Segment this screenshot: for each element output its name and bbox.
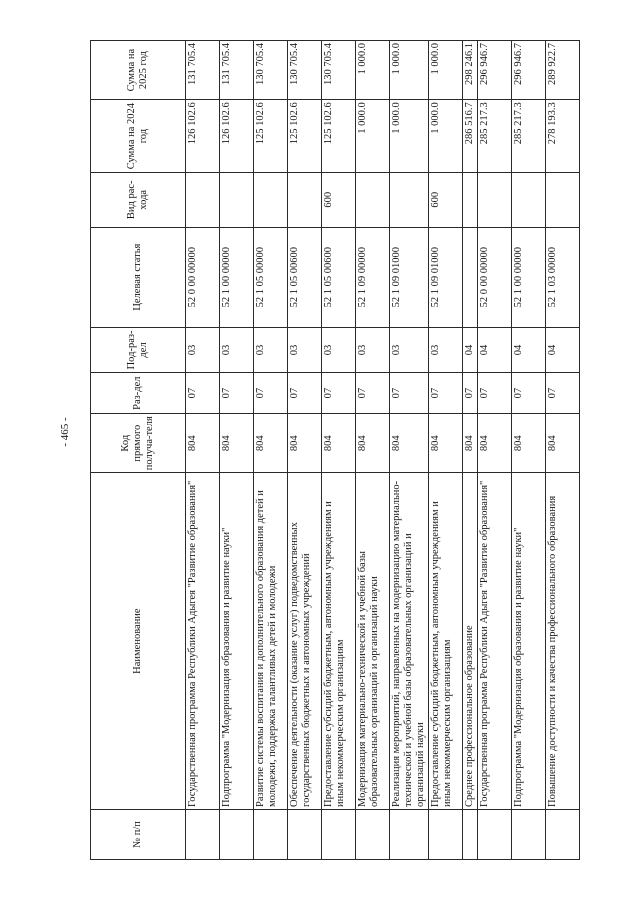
cell-code: 804 — [254, 414, 288, 473]
cell-razdel: 07 — [512, 373, 546, 414]
cell-sum2024: 1 000.0 — [429, 100, 463, 173]
cell-razdel: 07 — [322, 373, 356, 414]
cell-code: 804 — [463, 414, 478, 473]
cell-target: 52 0 00 00000 — [478, 227, 512, 327]
header-target: Целевая статья — [91, 227, 186, 327]
cell-sum2024: 278 193.3 — [546, 100, 580, 173]
cell-vid — [288, 173, 322, 228]
cell-sum2024: 125 102.6 — [254, 100, 288, 173]
header-vid: Вид рас-хода — [91, 173, 186, 228]
table-row — [463, 41, 478, 860]
cell-target — [463, 227, 478, 327]
cell-podrazdel: 04 — [546, 327, 580, 373]
cell-name: Государственная программа Республики Адыгея "Развитие образования" — [186, 473, 220, 810]
cell-sum2025: 1 000.0 — [390, 41, 429, 100]
cell-vid — [186, 173, 220, 228]
table-row — [512, 41, 546, 860]
table-row — [186, 41, 220, 860]
cell-razdel: 07 — [254, 373, 288, 414]
header-code: Код прямого получа-теля — [91, 414, 186, 473]
cell-razdel: 07 — [463, 373, 478, 414]
cell-vid — [220, 173, 254, 228]
cell-razdel: 07 — [356, 373, 390, 414]
cell-sum2024: 286 516.7 — [463, 100, 478, 173]
cell-target: 52 1 09 01000 — [429, 227, 463, 327]
table-row — [546, 41, 580, 860]
cell-vid — [478, 173, 512, 228]
cell-podrazdel: 03 — [288, 327, 322, 373]
cell-razdel: 07 — [288, 373, 322, 414]
cell-num — [186, 809, 220, 859]
cell-sum2025: 296 946.7 — [512, 41, 546, 100]
cell-num — [478, 809, 512, 859]
cell-podrazdel: 04 — [478, 327, 512, 373]
table-row — [429, 41, 463, 860]
cell-num — [288, 809, 322, 859]
cell-num — [546, 809, 580, 859]
cell-podrazdel: 04 — [512, 327, 546, 373]
cell-podrazdel: 03 — [220, 327, 254, 373]
table-row — [356, 41, 390, 860]
cell-target: 52 1 03 00000 — [546, 227, 580, 327]
table-header-row — [91, 41, 186, 860]
cell-sum2025: 130 705.4 — [288, 41, 322, 100]
cell-podrazdel: 03 — [390, 327, 429, 373]
header-razdel: Раз-дел — [91, 373, 186, 414]
cell-podrazdel: 03 — [254, 327, 288, 373]
cell-num — [390, 809, 429, 859]
header-sum2024: Сумма на 2024 год — [91, 100, 186, 173]
cell-podrazdel: 04 — [463, 327, 478, 373]
cell-target: 52 1 05 00000 — [254, 227, 288, 327]
cell-razdel: 07 — [186, 373, 220, 414]
cell-vid — [254, 173, 288, 228]
cell-sum2024: 126 102.6 — [220, 100, 254, 173]
cell-num — [220, 809, 254, 859]
cell-sum2024: 285 217.3 — [478, 100, 512, 173]
budget-table — [90, 40, 580, 860]
header-sum2025: Сумма на 2025 год — [91, 41, 186, 100]
header-num: № п/п — [91, 809, 186, 859]
cell-num — [254, 809, 288, 859]
cell-target: 52 1 09 00000 — [356, 227, 390, 327]
cell-sum2025: 131 705.4 — [186, 41, 220, 100]
cell-name: Государственная программа Республики Адыгея "Развитие образования" — [478, 473, 512, 810]
header-name: Наименование — [91, 473, 186, 810]
cell-sum2024: 285 217.3 — [512, 100, 546, 173]
cell-code: 804 — [288, 414, 322, 473]
cell-podrazdel: 03 — [356, 327, 390, 373]
cell-num — [512, 809, 546, 859]
cell-sum2025: 289 922.7 — [546, 41, 580, 100]
cell-name: Модернизация материально-технической и учебной базы образовательных организаций и организаций науки — [356, 473, 390, 810]
budget-table-sheet — [90, 40, 558, 860]
cell-name: Обеспечение деятельности (оказание услуг) подведомственных государственных бюджетных и автономных учреждений — [288, 473, 322, 810]
cell-razdel: 07 — [429, 373, 463, 414]
cell-target: 52 1 05 00600 — [288, 227, 322, 327]
cell-sum2025: 130 705.4 — [254, 41, 288, 100]
cell-name: Повышение доступности и качества профессионального образования — [546, 473, 580, 810]
cell-sum2024: 125 102.6 — [288, 100, 322, 173]
page-number: - 465 - — [59, 417, 71, 447]
cell-target: 52 1 09 01000 — [390, 227, 429, 327]
cell-sum2024: 1 000.0 — [390, 100, 429, 173]
cell-target: 52 1 00 00000 — [220, 227, 254, 327]
table-row — [390, 41, 429, 860]
cell-name: Предоставление субсидий бюджетным, автономным учреждениям и иным некоммерческим организациям — [429, 473, 463, 810]
cell-target: 52 0 00 00000 — [186, 227, 220, 327]
cell-code: 804 — [186, 414, 220, 473]
cell-num — [322, 809, 356, 859]
cell-sum2024: 1 000.0 — [356, 100, 390, 173]
cell-name: Подпрограмма "Модернизация образования и развитие науки" — [220, 473, 254, 810]
cell-vid — [512, 173, 546, 228]
cell-target: 52 1 05 00600 — [322, 227, 356, 327]
table-row — [254, 41, 288, 860]
cell-code: 804 — [546, 414, 580, 473]
cell-podrazdel: 03 — [429, 327, 463, 373]
cell-code: 804 — [322, 414, 356, 473]
cell-podrazdel: 03 — [186, 327, 220, 373]
cell-target: 52 1 00 00000 — [512, 227, 546, 327]
cell-razdel: 07 — [478, 373, 512, 414]
cell-vid — [463, 173, 478, 228]
cell-razdel: 07 — [220, 373, 254, 414]
cell-sum2025: 296 946.7 — [478, 41, 512, 100]
cell-podrazdel: 03 — [322, 327, 356, 373]
cell-num — [429, 809, 463, 859]
cell-sum2025: 131 705.4 — [220, 41, 254, 100]
cell-sum2025: 1 000.0 — [429, 41, 463, 100]
cell-sum2025: 1 000.0 — [356, 41, 390, 100]
cell-code: 804 — [356, 414, 390, 473]
cell-name: Среднее профессиональное образование — [463, 473, 478, 810]
cell-code: 804 — [220, 414, 254, 473]
cell-vid: 600 — [322, 173, 356, 228]
cell-code: 804 — [429, 414, 463, 473]
cell-sum2025: 298 246.1 — [463, 41, 478, 100]
cell-razdel: 07 — [546, 373, 580, 414]
table-row — [220, 41, 254, 860]
cell-code: 804 — [478, 414, 512, 473]
cell-name: Реализация мероприятий, направленных на модернизацию материально-технической и учебной базы образовательных организаций и организаций науки — [390, 473, 429, 810]
cell-sum2024: 126 102.6 — [186, 100, 220, 173]
cell-vid — [390, 173, 429, 228]
cell-num — [356, 809, 390, 859]
table-row — [288, 41, 322, 860]
cell-sum2025: 130 705.4 — [322, 41, 356, 100]
cell-razdel: 07 — [390, 373, 429, 414]
table-row — [478, 41, 512, 860]
cell-name: Развитие системы воспитания и дополнительного образования детей и молодежи, поддержка талантливых детей и молодежи — [254, 473, 288, 810]
header-podrazdel: Под-раз-дел — [91, 327, 186, 373]
cell-name: Подпрограмма "Модернизация образования и развитие науки" — [512, 473, 546, 810]
cell-code: 804 — [390, 414, 429, 473]
cell-vid — [356, 173, 390, 228]
cell-code: 804 — [512, 414, 546, 473]
cell-sum2024: 125 102.6 — [322, 100, 356, 173]
table-row — [322, 41, 356, 860]
cell-name: Предоставление субсидий бюджетным, автономным учреждениям и иным некоммерческим организациям — [322, 473, 356, 810]
cell-num — [463, 809, 478, 859]
cell-vid: 600 — [429, 173, 463, 228]
cell-vid — [546, 173, 580, 228]
